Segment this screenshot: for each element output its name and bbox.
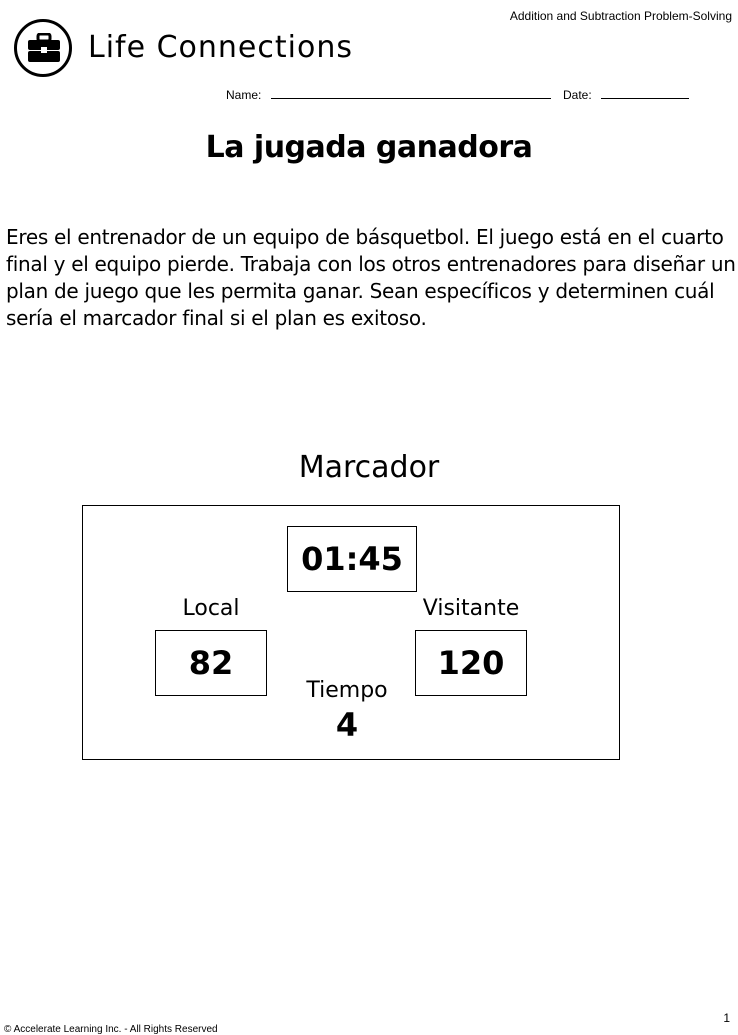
copyright-notice: © Accelerate Learning Inc. - All Rights Reserved [4,1024,218,1035]
scoreboard-title: Marcador [298,450,440,485]
period-value: 4 [335,706,359,744]
home-score: 82 [155,630,267,696]
worksheet-subject: Addition and Subtraction Problem-Solving [509,9,732,23]
home-team-label: Local [182,596,240,621]
scoreboard [82,505,620,760]
briefcase-icon [27,33,61,63]
date-label: Date: [563,88,592,102]
page-number: 1 [723,1011,730,1025]
name-label: Name: [226,88,262,102]
name-field[interactable] [271,86,551,99]
problem-prompt: Eres el entrenador de un equipo de básquetbol. El juego está en el cuarto final y el equipo pierde. Trabaja con los otros entrenadores para diseñar un plan de juego que les permita ganar. Sean específicos y determinen cuál sería el marcador final si el plan es exitoso. [6,225,736,330]
visitor-team-label: Visitante [422,596,520,621]
date-field[interactable] [601,86,689,99]
brand-name: Life Connections [88,30,353,65]
brand-logo [14,19,72,77]
game-clock: 01:45 [287,526,417,592]
period-label: Tiempo [306,678,388,703]
worksheet-title: La jugada ganadora [205,130,533,165]
visitor-score: 120 [415,630,527,696]
